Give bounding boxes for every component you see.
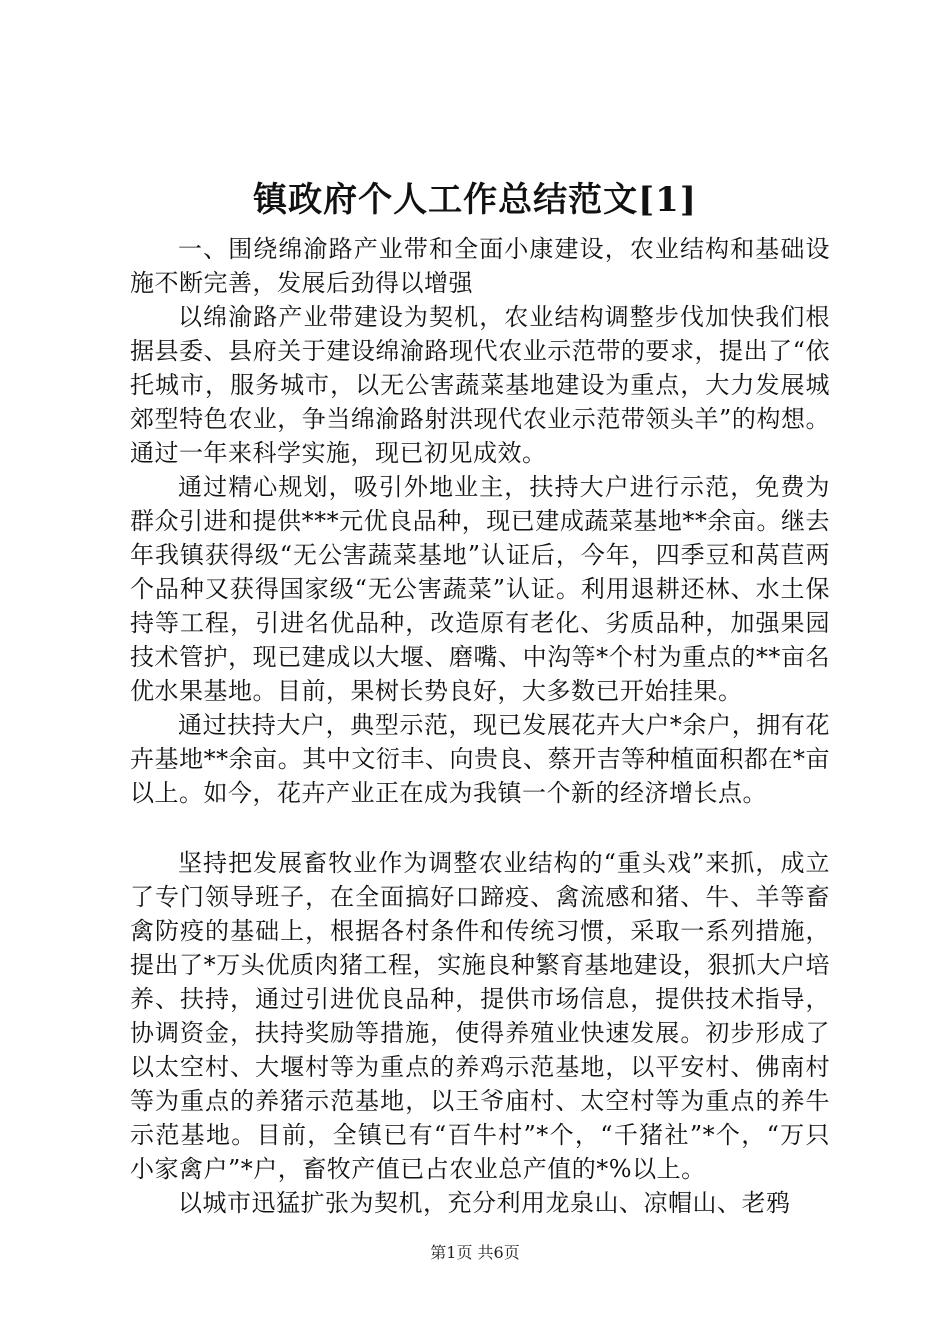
- paragraph-vegetable-fruit-base: 通过精心规划，吸引外地业主，扶持大户进行示范，免费为群众引进和提供***元优良品种，现已建成蔬菜基地**余亩。继去年我镇获得级“无公害蔬菜基地”认证后，今年，四季豆和莴苣两个品种又获得国家级“无公害蔬菜”认证。利用退耕还林、水土保持等工程，引进名优品种，改造原有老化、劣质品种，加强果园技术管护，现已建成以大堰、磨嘴、中沟等*个村为重点的**亩名优水果基地。目前，果树长势良好，大多数已开始挂果。: [130, 473, 830, 705]
- document-body: [130, 232, 830, 1220]
- paragraph-gap: [130, 810, 830, 846]
- paragraph-livestock: 坚持把发展畜牧业作为调整农业结构的“重头戏”来抓，成立了专门领导班子，在全面搞好口蹄疫、禽流感和猪、牛、羊等畜禽防疫的基础上，根据各村条件和传统习惯，采取一系列措施，提出了*万头优质肉猪工程，实施良种繁育基地建设，狠抓大户培养、扶持，通过引进优良品种，提供市场信息，提供技术指导，协调资金，扶持奖励等措施，使得养殖业快速发展。初步形成了以太空村、大堰村等为重点的养鸡示范基地，以平安村、佛南村等为重点的养猪示范基地，以王爷庙村、太空村等为重点的养牛示范基地。目前，全镇已有“百牛村”*个，“千猪社”*个，“万只小家禽户”*户，畜牧产值已占农业总产值的*%以上。: [130, 849, 830, 1183]
- paragraph-agriculture-structure: 以绵渝路产业带建设为契机，农业结构调整步伐加快我们根据县委、县府关于建设绵渝路现代农业示范带的要求，提出了“依托城市，服务城市，以无公害蔬菜基地建设为重点，大力发展城郊型特色农业，争当绵渝路射洪现代农业示范带领头羊”的构想。通过一年来科学实施，现已初见成效。: [130, 303, 830, 467]
- page-footer: 第1页 共6页: [430, 1243, 520, 1262]
- paragraph-section-heading: 一、围绕绵渝路产业带和全面小康建设，农业结构和基础设施不断完善，发展后劲得以增强: [130, 235, 830, 297]
- paragraph-city-expansion: 以城市迅猛扩张为契机，充分利用龙泉山、凉帽山、老鸦: [178, 1189, 791, 1217]
- document-title: 镇政府个人工作总结范文[1]: [253, 180, 697, 220]
- paragraph-flower-industry: 通过扶持大户，典型示范，现已发展花卉大户*余户，拥有花卉基地**余亩。其中文衍丰、向贵良、蔡开吉等种植面积都在*亩以上。如今，花卉产业正在成为我镇一个新的经济增长点。: [130, 711, 830, 807]
